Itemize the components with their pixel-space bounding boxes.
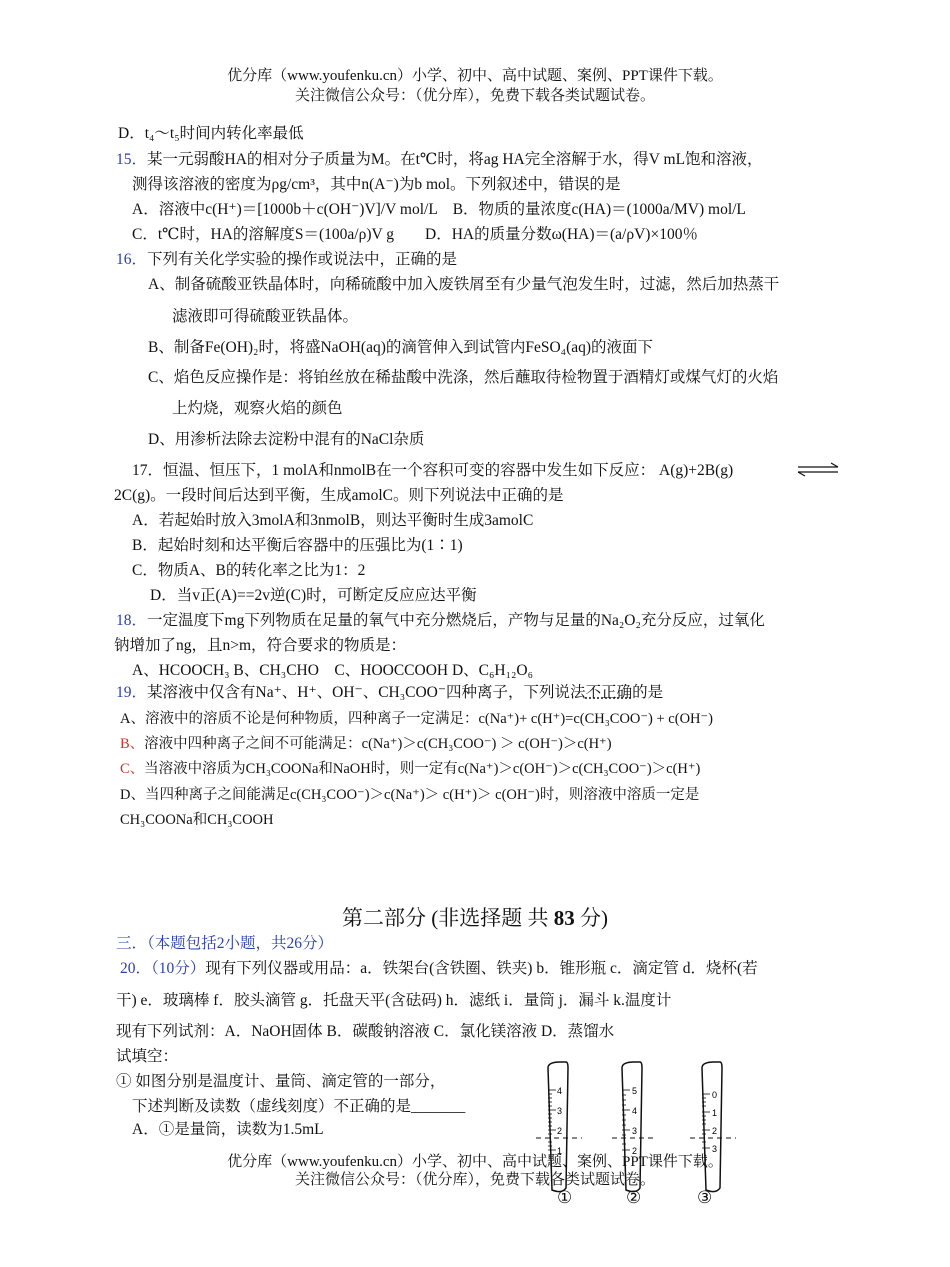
q15-options-cd: C．t℃时，HA的溶解度S＝(100a/ρ)V g D．HA的质量分数ω(HA)＝(a/ρV)×100％ xyxy=(132,226,698,243)
instrument-3-tick-b: 1 xyxy=(712,1108,718,1118)
q18-options: A、HCOOCH₃ B、CH₃CHO C、HOOCCOOH D、C₆H₁₂O₆ xyxy=(132,662,534,679)
q16-option-b: B、制备Fe(OH)₂时，将盛NaOH(aq)的滴管伸入到试管内FeSO₄(aq)的液面下 xyxy=(148,339,654,356)
q17-option-b: B．起始时刻和达平衡后容器中的压强比为(1∶1) xyxy=(132,537,463,554)
header-line-2: 关注微信公众号：（优分库），免费下载各类试题试卷。 xyxy=(294,88,655,104)
instrument-3-tick-d: 3 xyxy=(712,1144,718,1154)
q16-option-a-2: 滤液即可得硫酸亚铁晶体。 xyxy=(172,308,359,325)
footer-line-1: 优分库（www.youfenku.cn）小学、初中、高中试题、案例、PPT课件下载。 xyxy=(227,1154,723,1170)
q19-stem-post: 的是 xyxy=(632,684,664,701)
part2-title xyxy=(0,904,950,932)
q19-option-d-2: CH₃COONa和CH₃COOH xyxy=(120,812,274,828)
q16-stem-text: 下列有关化学实验的操作或说法中，正确的是 xyxy=(147,251,458,268)
header-line-1: 优分库（www.youfenku.cn）小学、初中、高中试题、案例、PPT课件下载。 xyxy=(227,68,723,84)
q20-sub-2: 下述判断及读数（虚线刻度）不正确的是_______ xyxy=(132,1098,466,1115)
q16-option-c-1: C、焰色反应操作是：将铂丝放在稀盐酸中洗涤，然后蘸取待检物置于酒精灯或煤气灯的火焰 xyxy=(148,369,779,386)
instrument-2-tick-c: 3 xyxy=(632,1126,638,1136)
q19-option-a: A、溶液中的溶质不论是何种物质，四种离子一定满足：c(Na⁺)+ c(H⁺)=c(CH₃COO⁻) + c(OH⁻) xyxy=(120,711,713,727)
part2-title-score: 83 xyxy=(553,906,575,930)
q19-option-b-label: B、 xyxy=(120,736,145,752)
q18-text-1: 一定温度下mg下列物质在足量的氧气中充分燃烧后，产物与足量的Na₂O₂充分反应，过氧化 xyxy=(147,612,765,629)
q16-option-d: D、用渗析法除去淀粉中混有的NaCl杂质 xyxy=(148,431,425,448)
q16-stem xyxy=(116,250,457,270)
q15-number: 15． xyxy=(116,151,148,168)
q20-line-1 xyxy=(120,959,758,979)
q15-options-ab: A．溶液中c(H⁺)＝[1000b＋c(OH⁻)V]/V mol/L B．物质的量浓度c(HA)＝(1000a/MV) mol/L xyxy=(132,201,746,218)
q20-sub-1: ① 如图分别是温度计、量筒、滴定管的一部分， xyxy=(116,1073,446,1090)
q15-text-1: 某一元弱酸HA的相对分子质量为M。在t℃时，将ag HA完全溶解于水，得V mL饱和溶液， xyxy=(147,151,763,168)
q15-text-2: 测得该溶液的密度为ρg/cm³，其中n(A⁻)为b mol。下列叙述中，错误的是 xyxy=(132,176,621,193)
q15-line-1 xyxy=(116,150,763,170)
q20-text-2: 干) e．玻璃棒 f．胶头滴管 g．托盘天平(含砝码) h．滤纸 i．量筒 j．漏斗 k.温度计 xyxy=(116,992,672,1009)
q19-option-c-text: 当溶液中溶质为CH₃COONa和NaOH时，则一定有c(Na⁺)＞c(OH⁻)＞c(CH₃COO⁻)＞c(H⁺) xyxy=(144,761,701,777)
instrument-1-tick-b: 3 xyxy=(557,1106,563,1116)
instrument-3-tick-a: 0 xyxy=(712,1090,718,1100)
figure-label-1: ① xyxy=(557,1188,573,1207)
q19-stem-emphasis: 不正确 xyxy=(585,684,633,701)
instrument-1-tick-c: 2 xyxy=(557,1126,563,1136)
q17-option-d: D．当v正(A)==2v逆(C)时，可断定反应应达平衡 xyxy=(150,587,477,604)
q18-line-1 xyxy=(116,611,765,631)
q19-option-b-text: 溶液中四种离子之间不可能满足：c(Na⁺)＞c(CH₃COO⁻) ＞ c(OH⁻)＞c(H⁺) xyxy=(144,736,612,752)
instrument-1-tick-d: 1 xyxy=(557,1146,563,1156)
q20-option-a: A．①是量筒，读数为1.5mL xyxy=(132,1121,324,1138)
instrument-2-tick-b: 4 xyxy=(632,1106,638,1116)
equilibrium-arrow-icon xyxy=(796,462,840,478)
instrument-2-tick-a: 5 xyxy=(632,1086,638,1096)
q20-text-1: 现有下列仪器或用品：a．铁架台(含铁圈、铁夹) b．锥形瓶 c．滴定管 d．烧杯(若 xyxy=(205,960,758,977)
instrument-2-tick-d: 2 xyxy=(632,1146,638,1156)
figure-label-3: ③ xyxy=(697,1188,713,1207)
q20-text-4: 试填空： xyxy=(116,1048,179,1065)
q17-option-c: C．物质A、B的转化率之比为1：2 xyxy=(132,562,366,579)
q16-option-c-2: 上灼烧，观察火焰的颜色 xyxy=(172,400,343,417)
q17-text-2: 2C(g)。一段时间后达到平衡，生成amolC。则下列说法中正确的是 xyxy=(114,487,564,504)
q17-text-1: 17．恒温、恒压下，1 molA和nmolB在一个容积可变的容器中发生如下反应： A(g)+2B(g) xyxy=(132,462,734,479)
q16-number: 16． xyxy=(116,251,148,268)
instrument-3-tick-c: 2 xyxy=(712,1126,718,1136)
q19-stem xyxy=(116,683,663,703)
q16-option-a-1: A、制备硫酸亚铁晶体时，向稀硫酸中加入废铁屑至有少量气泡发生时，过滤，然后加热蒸干 xyxy=(148,276,780,293)
instrument-1-tick-a: 4 xyxy=(557,1086,563,1096)
q20-number: 20．（10分） xyxy=(120,960,206,977)
footer-line-2: 关注微信公众号：（优分库），免费下载各类试题试卷。 xyxy=(294,1172,655,1188)
q17-option-a: A．若起始时放入3molA和3nmolB，则达平衡时生成3amolC xyxy=(132,512,534,529)
q19-stem-pre: 某溶液中仅含有Na⁺、H⁺、OH⁻、CH₃COO⁻四种离子，下列说法 xyxy=(147,684,586,701)
section-3-heading: 三．（本题包括2小题，共26分） xyxy=(116,935,334,952)
q20-text-3: 现有下列试剂：A．NaOH固体 B．碳酸钠溶液 C．氯化镁溶液 D．蒸馏水 xyxy=(116,1023,615,1040)
q19-option-d-1: D、当四种离子之间能满足c(CH₃COO⁻)＞c(Na⁺)＞ c(H⁺)＞ c(OH⁻)时，则溶液中溶质一定是 xyxy=(120,787,700,803)
q14-option-d: D．t₄～t₅时间内转化率最低 xyxy=(118,125,304,142)
q19-option-c xyxy=(120,759,700,779)
figure-label-2: ② xyxy=(626,1188,642,1207)
q19-option-c-label: C、 xyxy=(120,761,145,777)
q18-text-2: 钠增加了ng，且n>m，符合要求的物质是： xyxy=(114,637,407,654)
part2-title-post: 分) xyxy=(574,906,608,930)
q19-number: 19． xyxy=(116,684,148,701)
q19-option-b xyxy=(120,734,612,754)
part2-title-pre: 第二部分 (非选择题 共 xyxy=(342,906,554,930)
q18-number: 18． xyxy=(116,612,148,629)
